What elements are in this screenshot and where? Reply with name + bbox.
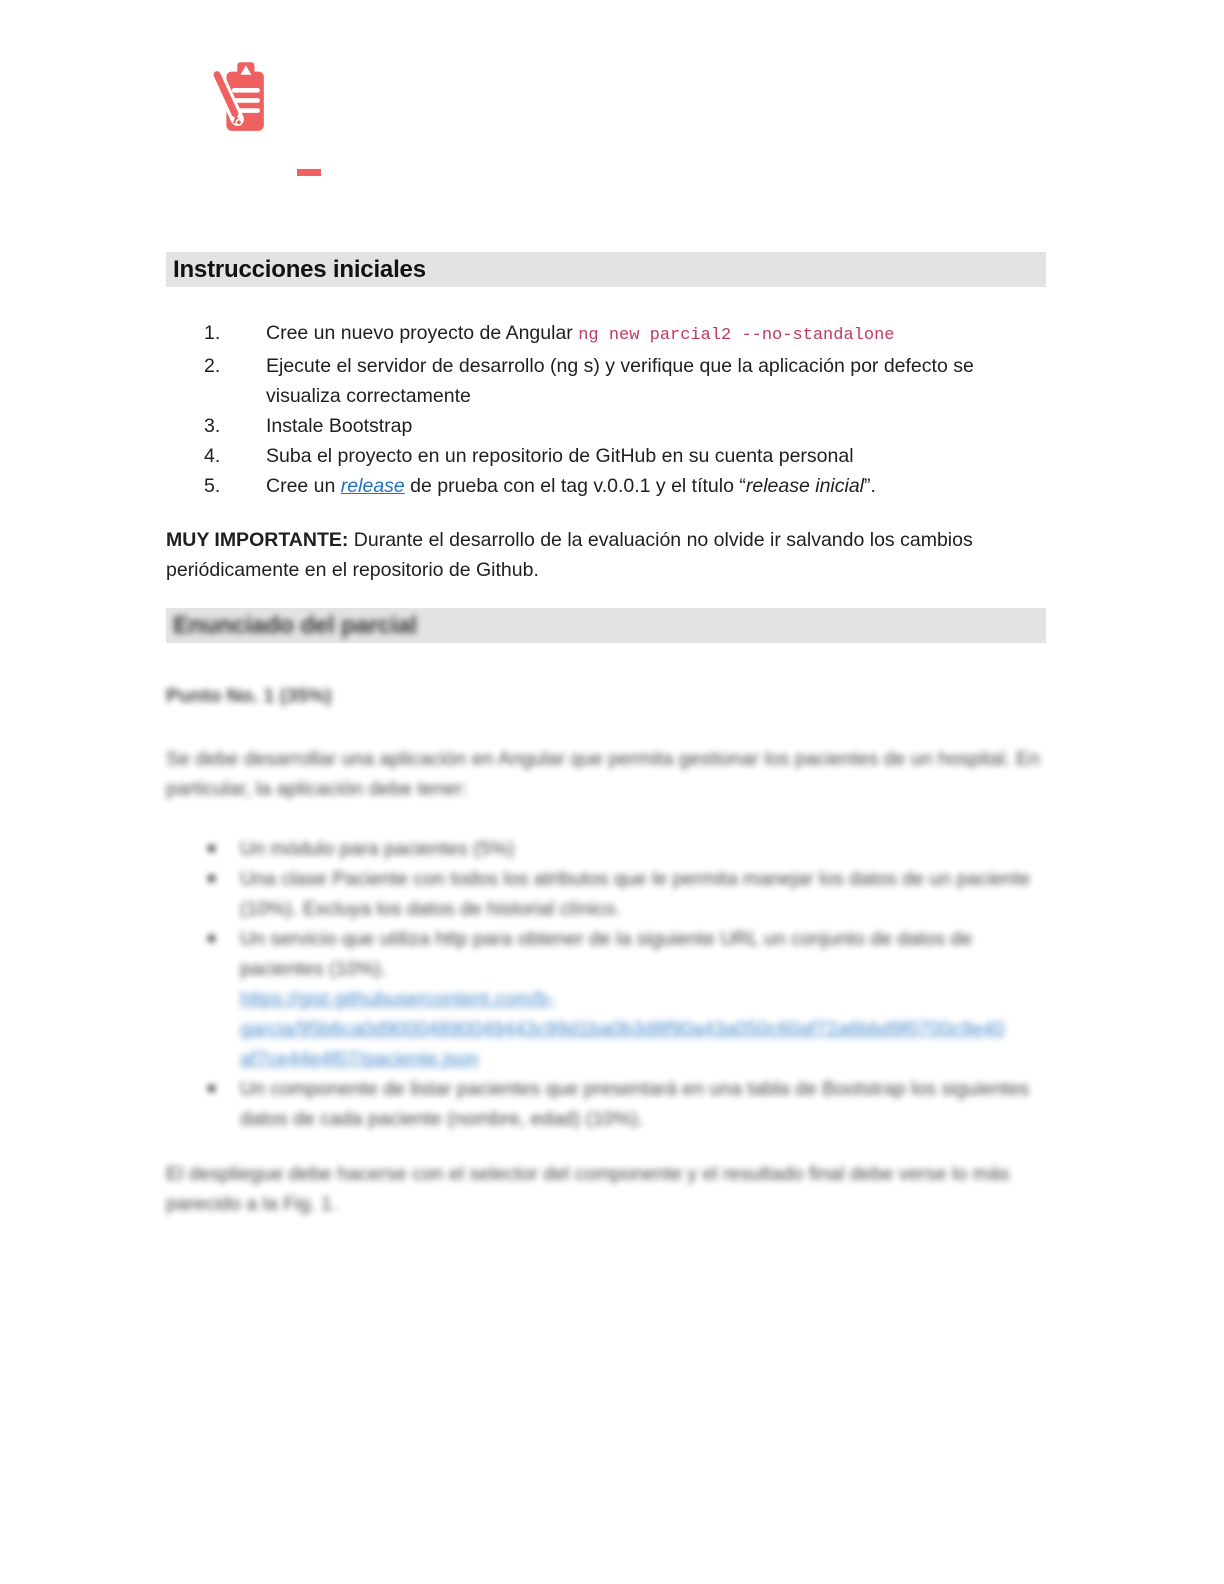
section-title-blurred: Enunciado del parcial bbox=[173, 611, 417, 639]
item-text: de prueba con el tag v.0.0.1 y el título “ bbox=[404, 475, 746, 497]
item-text-italic: release inicial bbox=[745, 475, 865, 497]
section-header-exam bbox=[166, 608, 1046, 643]
gist-url-link[interactable]: https://gist.githubusercontent.com/b- bbox=[240, 988, 555, 1010]
bullet-text: Un módulo para pacientes (5%) bbox=[240, 838, 515, 860]
instructions-list bbox=[166, 318, 1046, 501]
bullet-text: Un componente de listar pacientes que presentará en una tabla de Bootstrap los siguientes datos de cada paciente (nombre, edad) (10%). bbox=[240, 1078, 1030, 1130]
exam-bullet-list bbox=[166, 834, 1046, 1134]
item-number: 5. bbox=[204, 475, 221, 497]
section-title: Instrucciones iniciales bbox=[173, 255, 426, 283]
item-text: ”. bbox=[864, 475, 876, 497]
list-item bbox=[166, 471, 1046, 501]
square-bullet-icon bbox=[208, 845, 215, 852]
section-header-instructions bbox=[166, 252, 1046, 287]
item-text: Suba el proyecto en un repositorio de GitHub en su cuenta personal bbox=[266, 445, 854, 467]
item-number: 3. bbox=[204, 415, 221, 437]
gist-url-link[interactable]: af7ce44e4f07/paciente.json bbox=[240, 1048, 479, 1070]
bullet-item bbox=[166, 924, 1046, 1074]
exam-closing-blurred: El despliegue debe hacerse con el selector del componente y el resultado final debe verse lo más parecido a la Fig. 1. bbox=[166, 1163, 1010, 1215]
item-number: 2. bbox=[204, 355, 221, 377]
square-bullet-icon bbox=[208, 935, 215, 942]
bullet-text: Una clase Paciente con todos los atributos que le permita manejar los datos de un paciente (10%). Excluya los datos de historial clínico. bbox=[240, 868, 1031, 920]
gist-url-link[interactable]: garcia/95b6ca0d90004890049443c99d1ba0b3d8f90a43a050c60af72a6bbd9f0700c9e40 bbox=[240, 1018, 1005, 1040]
list-item bbox=[166, 411, 1046, 441]
item-text: Instale Bootstrap bbox=[266, 415, 413, 437]
bullet-item bbox=[166, 834, 1046, 864]
important-note bbox=[166, 525, 1046, 585]
item-text: Cree un bbox=[266, 475, 341, 497]
exam-subtitle-blurred: Punto No. 1 (35%) bbox=[166, 685, 332, 707]
important-label: MUY IMPORTANTE: bbox=[166, 529, 349, 551]
item-number: 4. bbox=[204, 445, 221, 467]
item-text: Cree un nuevo proyecto de Angular bbox=[266, 322, 579, 344]
bullet-item bbox=[166, 864, 1046, 924]
bullet-text: Un servicio que utiliza http para obtener de la siguiente URL un conjunto de datos de pacientes (10%). bbox=[240, 928, 973, 980]
square-bullet-icon bbox=[208, 875, 215, 882]
item-text: Ejecute el servidor de desarrollo (ng s) y verifique que la aplicación por defecto se visualiza correctamente bbox=[266, 355, 974, 407]
square-bullet-icon bbox=[208, 1085, 215, 1092]
important-text: Durante el desarrollo de la evaluación no olvide ir salvando los cambios periódicamente en el repositorio de Github. bbox=[166, 529, 973, 581]
item-number: 1. bbox=[204, 322, 221, 344]
list-item bbox=[166, 318, 1046, 351]
list-item bbox=[166, 441, 1046, 471]
exam-intro-blurred: Se debe desarrollar una aplicación en Angular que permita gestionar los pacientes de un hospital. En particular, la aplicación debe tener: bbox=[166, 748, 1040, 800]
bullet-item bbox=[166, 1074, 1046, 1134]
red-dash-mark bbox=[297, 169, 321, 176]
inline-code: ng new parcial2 --no-standalone bbox=[578, 326, 895, 345]
document-content bbox=[166, 252, 1046, 1219]
clipboard-pencil-icon bbox=[203, 58, 281, 146]
release-link[interactable]: release bbox=[340, 475, 405, 497]
list-item bbox=[166, 351, 1046, 411]
